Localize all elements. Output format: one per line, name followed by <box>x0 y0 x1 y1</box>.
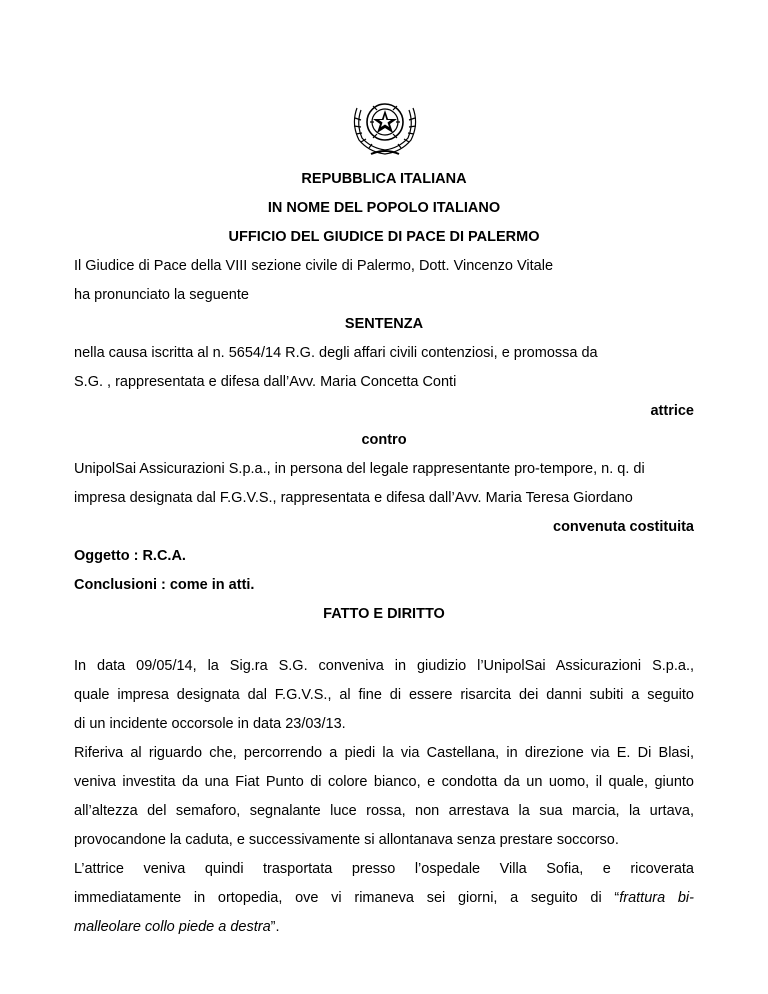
word: veniva <box>143 861 186 877</box>
body-paragraph-3-line-2 <box>74 889 694 907</box>
body-paragraph-1-line-3: di un incidente occorsole in data 23/03/13. <box>74 716 346 732</box>
header-state: REPUBBLICA ITALIANA <box>301 171 467 187</box>
body-paragraph-2-line-4: provocandone la caduta, e successivamente si allontanava senza prestare soccorso. <box>74 832 619 848</box>
word: ricoverata <box>630 861 694 877</box>
header-office: UFFICIO DEL GIUDICE DI PACE DI PALERMO <box>228 229 540 245</box>
section-title: FATTO E DIRITTO <box>323 606 445 622</box>
case-line: nella causa iscritta al n. 5654/14 R.G. degli affari civili contenziosi, e promossa da <box>74 345 598 361</box>
object-line: Oggetto : R.C.A. <box>74 548 186 564</box>
word: e <box>602 861 611 877</box>
plaintiff-line: S.G. , rappresentata e difesa dall’Avv. Maria Concetta Conti <box>74 374 457 390</box>
conclusions-line: Conclusioni : come in atti. <box>74 577 255 593</box>
text-fragment: immediatamente in ortopedia, ove vi rimaneva sei giorni, a seguito di “ <box>74 890 620 906</box>
header-formula: IN NOME DEL POPOLO ITALIANO <box>267 200 501 216</box>
pronounced-line: ha pronunciato la seguente <box>74 287 249 303</box>
body-paragraph-1-line-2: quale impresa designata dal F.G.V.S., al fine di essere risarcita dei danni subiti a seguito <box>74 687 694 703</box>
plaintiff-role: attrice <box>650 403 694 419</box>
defendant-line-2: impresa designata dal F.G.V.S., rappresentata e difesa dall’Avv. Maria Teresa Giordano <box>74 490 633 506</box>
defendant-line-1: UnipolSai Assicurazioni S.p.a., in persona del legale rappresentante pro-tempore, n. q. di <box>74 461 645 477</box>
body-paragraph-3-line-1 <box>74 860 694 878</box>
word: Sofia, <box>546 861 584 877</box>
body-paragraph-1-line-1: In data 09/05/14, la Sig.ra S.G. conveniva in giudizio l’UnipolSai Assicurazioni S.p.a., <box>74 658 694 674</box>
against-label: contro <box>361 432 407 448</box>
body-paragraph-3-line-3 <box>74 918 694 936</box>
word: L’attrice <box>74 861 124 877</box>
word: quindi <box>204 861 244 877</box>
quoted-diagnosis: frattura bi- <box>619 890 694 906</box>
word: l’ospedale <box>414 861 481 877</box>
word: trasportata <box>263 861 333 877</box>
defendant-role: convenuta costituita <box>553 519 694 535</box>
word: Villa <box>499 861 527 877</box>
document-title: SENTENZA <box>344 316 424 332</box>
text-fragment: ”. <box>270 919 280 935</box>
italian-republic-emblem-icon <box>343 88 427 158</box>
body-paragraph-2-line-3: all’altezza del semaforo, segnalante luce rossa, non arrestava la sua marcia, la urtava, <box>74 803 694 819</box>
body-paragraph-2-line-1: Riferiva al riguardo che, percorrendo a piedi la via Castellana, in direzione via E. Di Blasi, <box>74 745 694 761</box>
body-paragraph-2-line-2: veniva investita da una Fiat Punto di colore bianco, e condotta da un uomo, il quale, giunto <box>74 774 694 790</box>
quoted-diagnosis: malleolare collo piede a destra <box>74 919 271 935</box>
judge-line: Il Giudice di Pace della VIII sezione civile di Palermo, Dott. Vincenzo Vitale <box>74 258 554 274</box>
word: presso <box>351 861 396 877</box>
